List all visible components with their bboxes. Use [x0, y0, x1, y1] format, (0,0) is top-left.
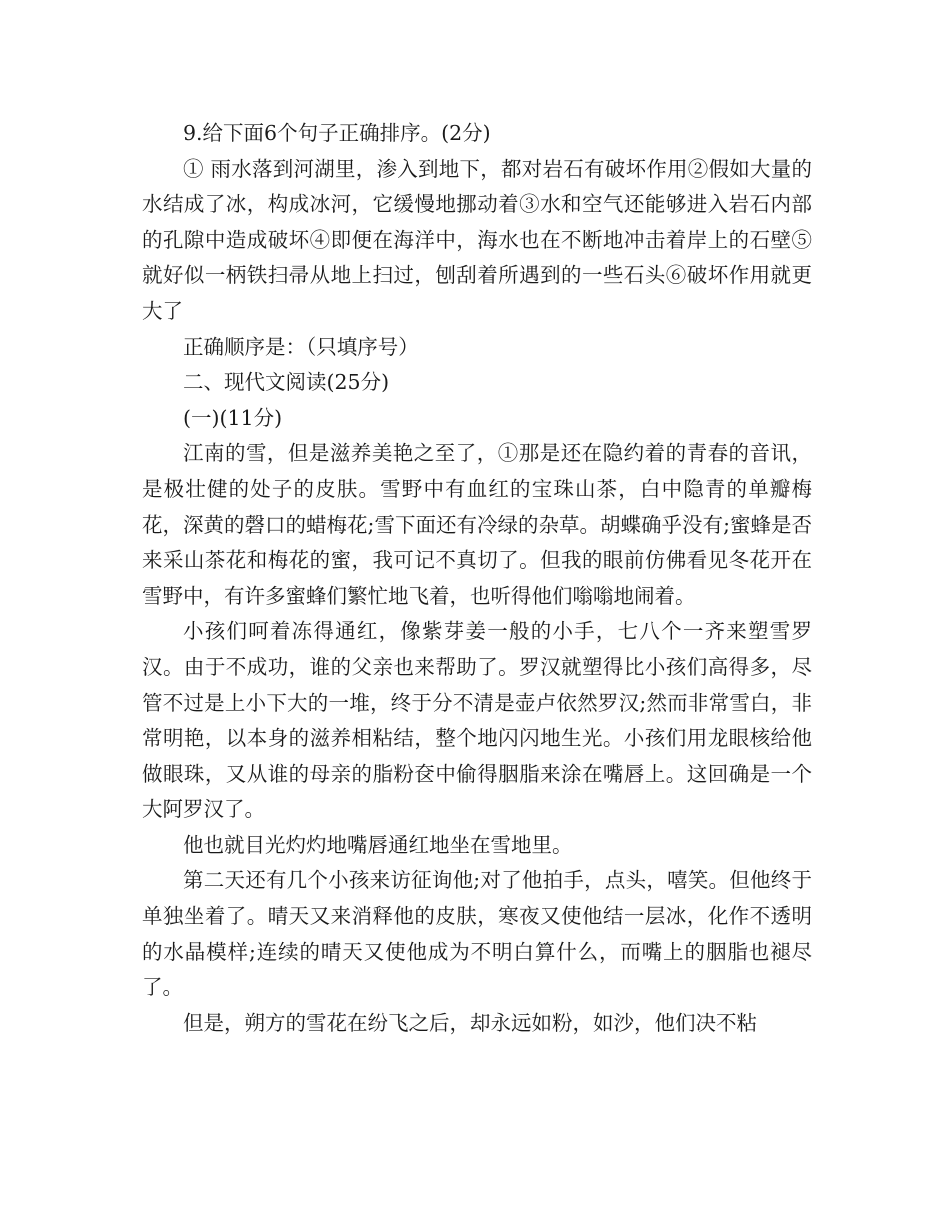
- passage-paragraph: 小孩们呵着冻得通红，像紫芽姜一般的小手，七八个一齐来塑雪罗汉。由于不成功，谁的父亲也来帮助了。罗汉就塑得比小孩们高得多，尽管不过是上小下大的一堆，终于分不清是壶卢依然罗汉;然而非常雪白，非常明艳，以本身的滋养相粘结，整个地闪闪地生光。小孩们用龙眼核给他做眼珠，又从谁的母亲的脂粉奁中偷得胭脂来涂在嘴唇上。这回确是一个大阿罗汉了。: [142, 619, 812, 822]
- question-9-answer-line: 正确顺序是：（只填序号）: [183, 334, 419, 359]
- part-heading: (一)(11分): [183, 405, 283, 430]
- question-9-prompt: 9.给下面6个句子正确排序。(2分): [183, 121, 491, 145]
- passage-paragraph: 但是，朔方的雪花在纷飞之后，却永远如粉，如沙，他们决不粘: [183, 1010, 757, 1035]
- section-heading: 二、现代文阅读(25分): [183, 370, 390, 395]
- passage-paragraph: 江南的雪，但是滋养美艳之至了，①那是还在隐约着的青春的音讯，是极壮健的处子的皮肤。雪野中有血红的宝珠山茶，白中隐青的单瓣梅花，深黄的磬口的蜡梅花;雪下面还有冷绿的杂草。胡蝶确乎没有;蜜蜂是否来采山茶花和梅花的蜜，我可记不真切了。但我的眼前仿佛看见冬花开在雪野中，有许多蜜蜂们繁忙地飞着，也听得他们嗡嗡地闹着。: [142, 441, 812, 608]
- document-body: [142, 116, 812, 1041]
- passage-paragraph: 第二天还有几个小孩来访征询他;对了他拍手，点头，嘻笑。但他终于单独坐着了。晴天又来消释他的皮肤，寒夜又使他结一层冰，化作不透明的水晶模样;连续的晴天又使他成为不明白算什么，而嘴上的胭脂也褪尽了。: [142, 868, 812, 1000]
- passage-paragraph: 他也就目光灼灼地嘴唇通红地坐在雪地里。: [183, 832, 573, 857]
- question-9-sentences: ① 雨水落到河湖里，渗入到地下，都对岩石有破坏作用②假如大量的水结成了冰，构成冰河，它缓慢地挪动着③水和空气还能够进入岩石内部的孔隙中造成破坏④即便在海洋中，海水也在不断地冲击着岸上的石壁⑤就好似一柄铁扫帚从地上扫过，刨刮着所遇到的一些石头⑥破坏作用就更大了: [142, 156, 812, 323]
